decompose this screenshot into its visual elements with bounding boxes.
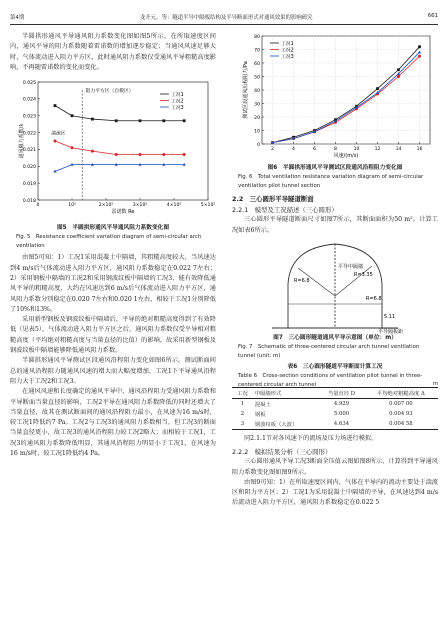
x-tick-label: 16 [416,147,423,152]
data-point [418,55,421,58]
x-tick-label: 4×10⁵ [166,203,182,209]
legend-entry: 工况2 [281,48,294,54]
legend-entry: 工况1 [281,41,294,47]
table-header-row [232,388,438,399]
page-number: 661 [427,13,438,19]
table-6-unit: m [432,381,438,388]
paragraph-7: 同2.1.1节对各风速下的流场及压力场进行模拟。 [244,435,378,443]
radius-label-2: R=6.8 [294,277,310,284]
series-line-3 [273,52,420,142]
data-point [183,120,186,123]
paragraph-5: 在通风风速和长度确定的通风平导中，通风沿程阻力受通风阻力系数和平导断面当量直径的影响，工况2平导在通风阻力系数降低的同时还增大了当量直径，故其在测试断面间的通风沿程阻力最小，在风速为16 m/s时，较工况1降低约7 Pa。工况2与工况3的通风阻力系数相当，但工况3的断面当量直径更小，故工况3的通风沿程阻力较工况2略大；而相较于工况1，工况3的通风阻力系数降低明显，其通风沿程阻力明显小于工况1，在风速为16 m/s时，较工况1降低约4 Pa。 [10,388,216,458]
paragraph-1: 半圆拱形通风平导通风阻力系数变化图如图5所示。在所取速度区间内，通风平导的阻力系数随着雷诺数的增加逐步稳定；当通风风速足够大时，气体流动进入阻力平方区，此时通风阻力系数仅受通风平导粗糙高度影响，不再随雷诺数的变化而变化。 [10,33,216,71]
table-cell: 3 [240,421,245,428]
table-header-cell: 中隔墙形式 [254,391,282,398]
table-row [232,419,438,430]
table-row [232,399,438,410]
table-cell: 0.004 93 [389,411,413,418]
data-point [397,75,400,78]
y-tick-label: 0.021 [22,148,36,154]
table-6-caption-cn: 表6 三心圆形隧道平导断面计算工况 [287,364,383,371]
y-tick-label: 0.023 [22,114,36,120]
figure-7-schematic [232,238,438,334]
data-point [91,118,94,121]
legend-entry: 工况3 [171,105,184,111]
paragraph-9: 由图9可知：1）在所取速度区间内，气体在平导内的流动主要处于湍流区和阻力平方区；2）工况1为采用混凝土中隔墙的平导，在风速达到4 m/s后流动进入阻力平方区，通风阻力系数稳定在0.022 5 [232,478,438,507]
data-point [71,146,74,149]
data-point [54,104,57,107]
section-2-2-heading: 2.2 三心圆形平导隧道断面 [232,195,314,204]
x-tick-label: 8 [334,147,337,152]
series-line-1 [55,106,184,121]
wall-label: 平导中隔墙 [338,263,364,270]
figure-5-caption-cn: 图5 半圆拱形通风平导通风阻力系数变化图 [56,225,170,232]
square-region-label: 阻力平方区（自模区） [85,89,134,95]
figure-6-chart [232,32,438,164]
y-tick-label: 0 [257,142,260,148]
y-axis-label: 测试区段通风沿程阻力/Pa [243,61,249,119]
figure-5-caption-en: Fig. 5 Resistance coefficient variation diagram of semi-circular arch ventilation [16,234,202,249]
section-2-2-1-heading: 2.2.1 模型及工况描述（三心圆形） [232,205,338,214]
x-tick-label: 6 [313,147,316,152]
data-point [139,153,142,156]
table-header-cell: 平均绝对粗糙高度 Δ [376,391,425,398]
data-point [418,45,421,48]
data-point [418,51,421,54]
y-tick-label: 0.019 [22,182,36,188]
x-tick-label: 10⁵ [68,203,76,209]
table-header-cell: 工况 [237,391,248,398]
table-cell: 钢波纹板（大波） [254,422,298,429]
table-cell: 4.634 [333,421,350,428]
radius-label-1: R=3.35 [354,271,373,278]
radius-label-3: R=6.8 [366,295,382,302]
table-cell: 2 [240,411,245,418]
series-line-1 [273,47,420,143]
running-title: 龙开元，等：隧道半导中隔板结构及半导断面形式对通风效果的影响研究 [140,15,313,21]
data-point [115,120,118,123]
x-tick-label: 14 [395,147,402,152]
figure-7-caption-en: Fig. 7 Schematic of three-centered circular arch tunnel ventilation tunnel (unit: m) [238,343,420,359]
y-tick-label: 70 [254,48,260,54]
table-cell: 4.929 [333,401,350,408]
x-tick-label: 5×10⁵ [200,203,216,209]
height-label: 5.11 [384,313,396,320]
data-point [183,153,186,156]
table-cell: 0.004 58 [389,421,413,428]
data-point [54,140,57,143]
y-tick-label: 0.024 [22,97,36,103]
x-axis-label: 雷诺数 Re [111,209,135,216]
table-6 [232,387,438,430]
paragraph-3: 采用新型钢板及钢波纹板中隔墙后，平导的绝对粗糙高度得到了有效降低（见表5），气体流动进入阻力平方区之后，通风阻力系数仅受平导相对粗糙高度（平均绝对粗糙高度与当量直径的比值）的影响，故采用新型钢板及钢波纹板中隔墙能够降低通风阻力系数。 [10,316,216,355]
table-cell: 0.007 00 [389,401,413,408]
paragraph-8: 三心圆形通风平导工况3断面全压值云图如图8所示，计算得到平导通风阻力系数变化图如图9所示。 [232,458,438,476]
x-tick-label: 2 [271,147,274,152]
section-2-2-2-heading: 2.2.2 模拟结果分析（三心圆形） [232,447,332,456]
y-tick-label: 60 [254,61,260,67]
left-column [10,32,216,459]
y-tick-label: 40 [254,88,260,94]
radius-line-1 [335,266,372,296]
y-tick-label: 80 [254,34,260,40]
series-line-2 [55,141,184,154]
data-point [91,150,94,153]
data-point [397,68,400,71]
table-cell: 5.000 [333,411,350,418]
x-tick-label: 0 [36,203,40,209]
table-cell: 1 [240,401,245,408]
width-label: 平导隔板距 [378,328,404,334]
y-tick-label: 0.025 [22,80,36,86]
y-tick-label: 30 [254,102,260,108]
table-6-caption-en: Table 6 Cross-section conditions of ventilation pilot tunnel in three-centered circular arch tunnel [238,373,423,388]
data-point [115,153,118,156]
data-point [139,120,142,123]
table-row [232,409,438,419]
running-header [10,12,438,25]
figure-5-chart [10,76,216,224]
right-column [232,32,438,509]
x-tick-label: 12 [374,147,381,152]
legend-entry: 工况1 [171,92,184,98]
turbulent-region-label: 湍流区 [51,131,66,137]
paragraph-6: 三心圆形平导隧道断面尺寸如图7所示，其断面面积为50 m²。计算工况如表6所示。 [232,216,438,234]
figure-6-caption-cn: 图6 半圆拱形通风平导测试区段通风沿程阻力变化图 [267,165,403,171]
data-point [376,87,379,90]
data-point [162,120,165,123]
figure-6-caption-en: Fig. 6 Total ventilation resistance variation diagram of semi-circular ventilation pilot tunnel section [238,174,424,189]
x-tick-label: 3×10⁵ [132,203,148,209]
paragraph-4: 半圆拱形通风平导测试区段通风沿程阻力变化如图6所示。测试断面间总的通风沿程阻力随通风风速的增大而大幅度增加，工况1下平导通风沿程阻力大于工况2和工况3。 [10,357,216,385]
legend-entry: 工况2 [171,99,184,105]
table-cell: 钢板 [254,412,266,419]
x-tick-label: 4 [292,147,295,152]
table-header-cell: 当量直径 D [327,391,356,398]
y-tick-label: 10 [254,129,260,135]
y-tick-label: 50 [254,75,260,81]
x-axis-label: 风速/(m/s) [333,153,359,159]
y-tick-label: 20 [254,115,260,121]
x-tick-label: 2×10⁵ [98,203,114,209]
y-tick-label: 0.022 [22,131,36,137]
y-tick-label: 0.020 [22,165,36,171]
issue-number: 第4期 [10,15,25,21]
legend-entry: 工况3 [281,54,294,60]
y-axis-label: 通风阻力系数/λ [19,123,25,159]
x-tick-label: 10 [353,147,360,152]
data-point [162,153,165,156]
data-point [71,115,74,118]
y-tick-label: 0.018 [22,198,36,204]
table-cell: 混凝土 [254,402,271,409]
paragraph-2: 由图5可知：1）工况1采用混凝土中隔墙，其粗糙高度较大，当风速达到4 m/s后气体流动进入阻力平方区，通风阻力系数稳定在0.022 7左右；2）采用钢板中隔墙的工况2和采用钢波纹板中隔墙的工况3，能有效降低通风平导的粗糙高度，大约在风速达到6 m/s后气体流动进入阻力平方区，通风阻力系数分别稳定在0.020 7左右和0.020 1左右，相较于工况1分别降低了10%和13%。 [10,254,216,313]
figure-7-caption-cn: 图7 三心圆形隧道通风平导示意图（单位：m） [273,334,397,341]
